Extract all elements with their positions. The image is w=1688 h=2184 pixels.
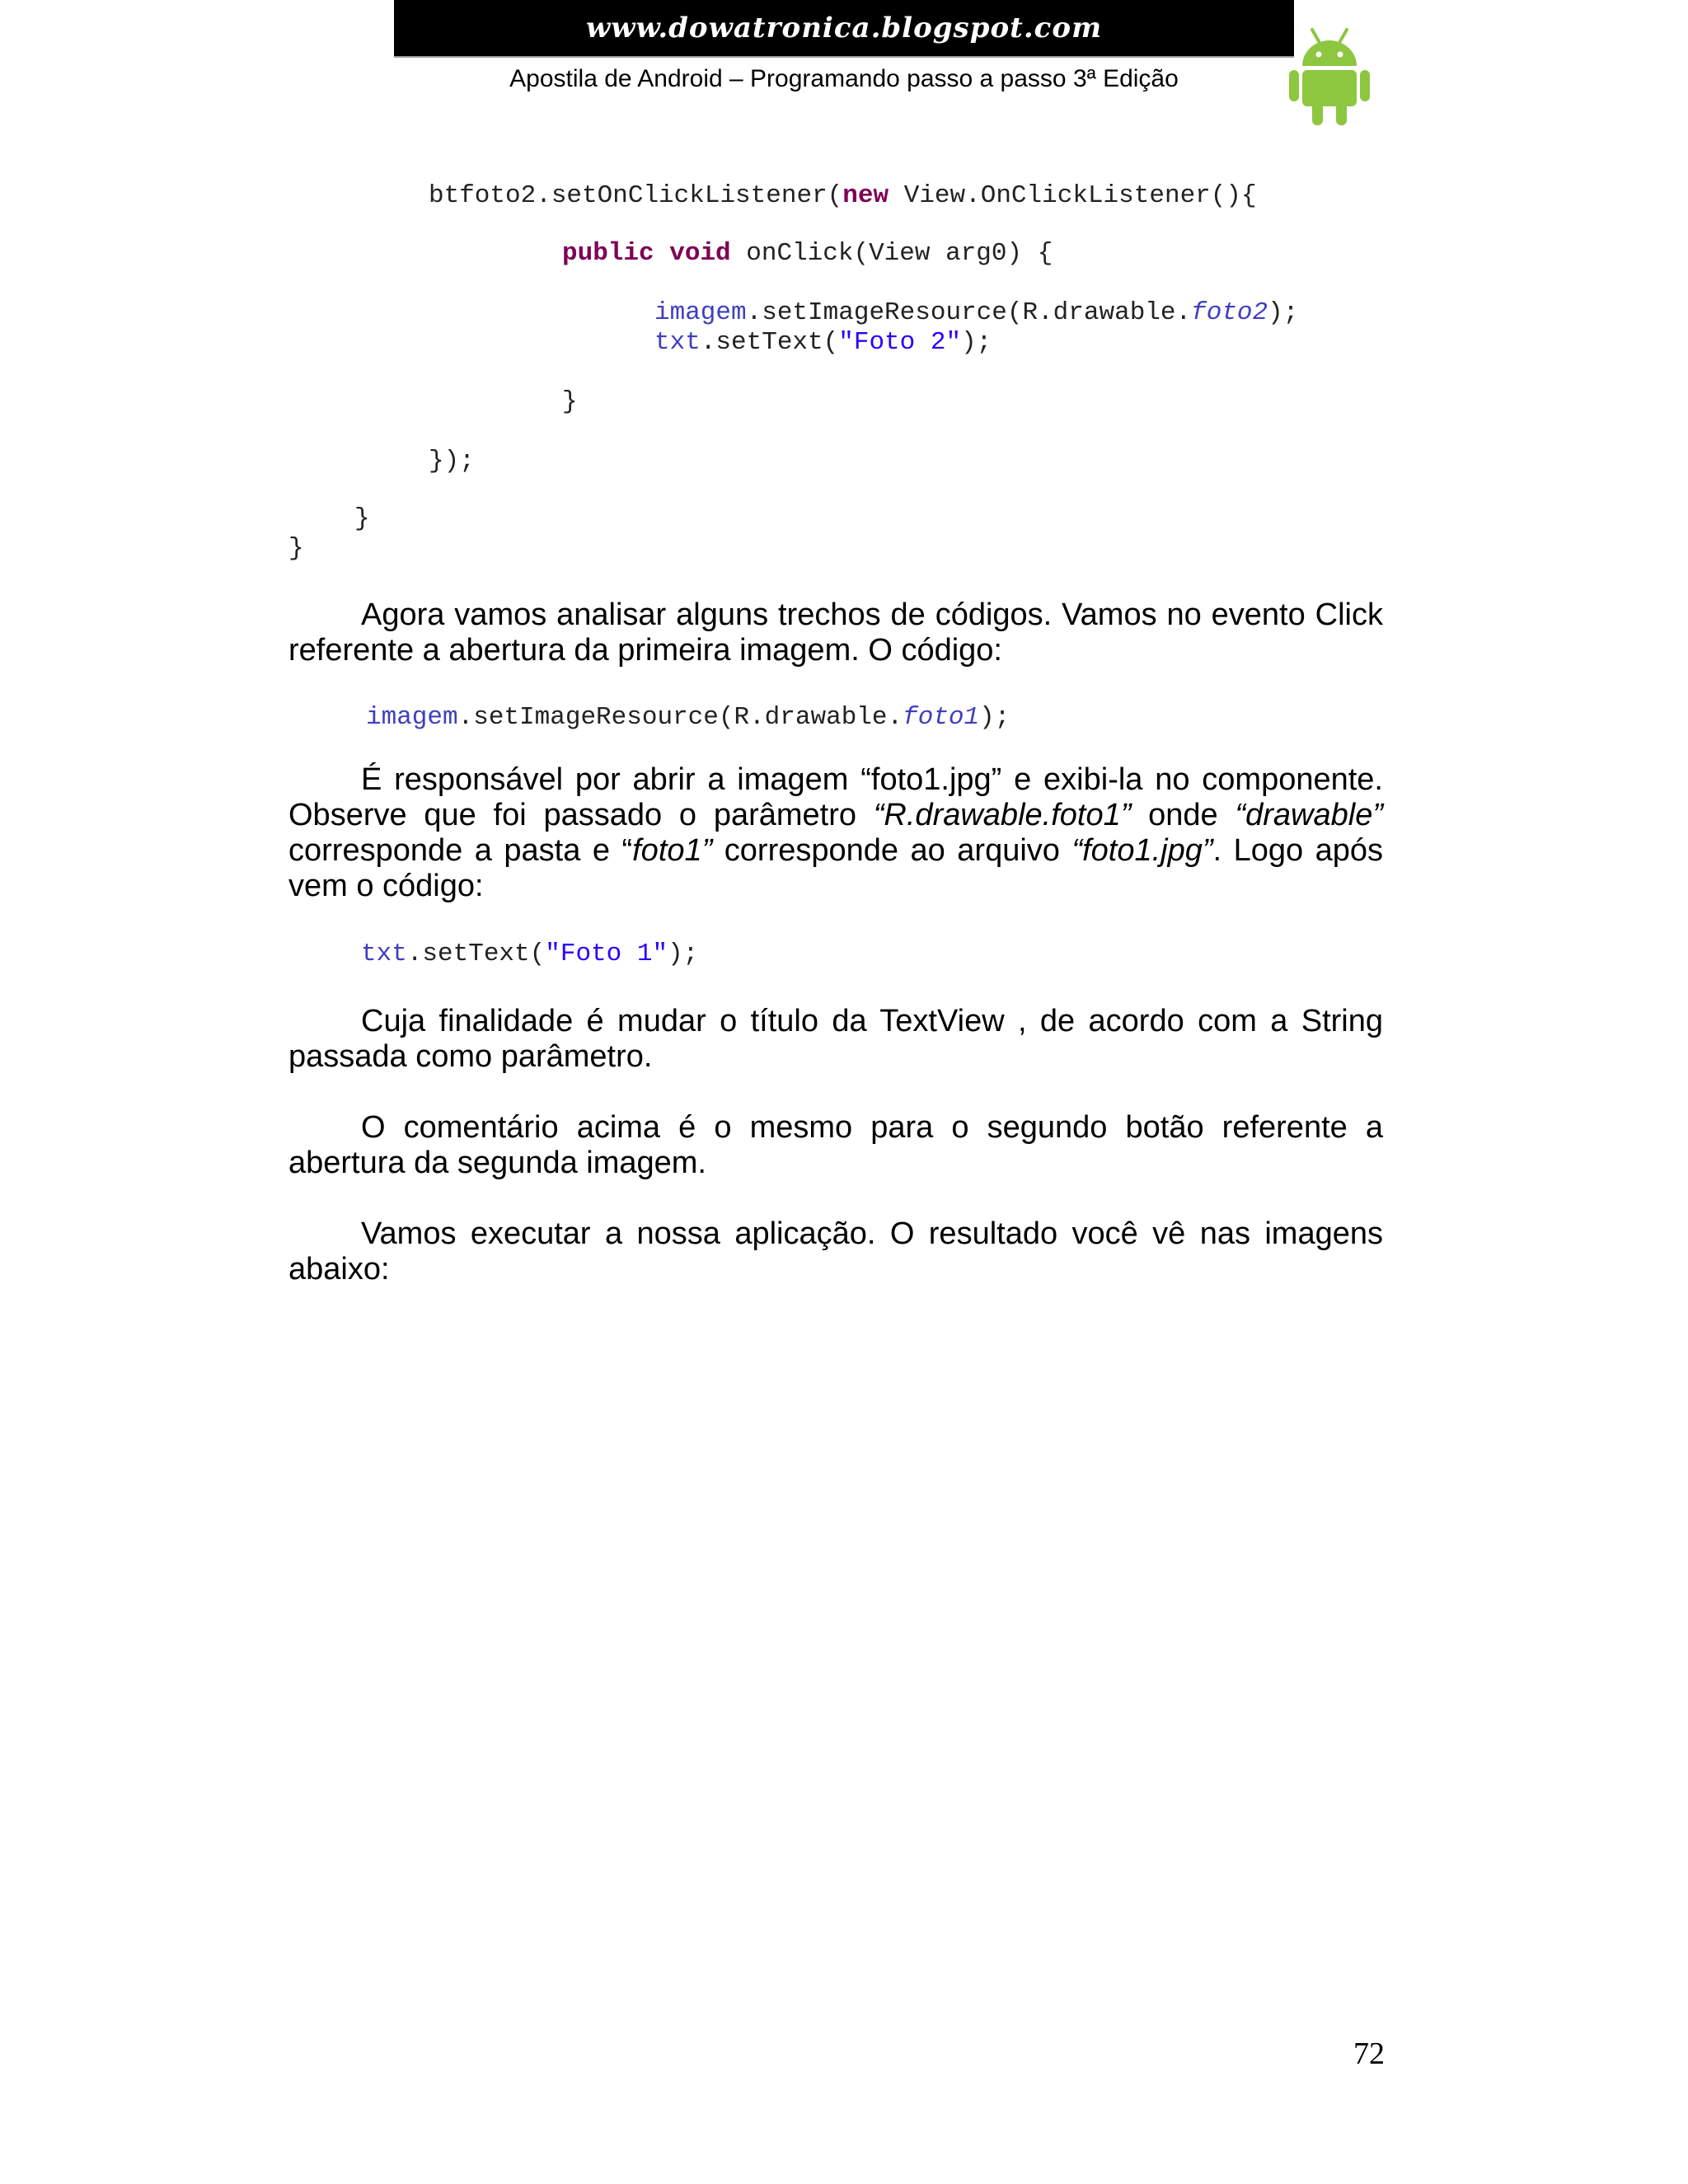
code-line: }	[354, 504, 370, 533]
code-line: });	[429, 447, 475, 476]
page-number: 72	[1353, 2036, 1385, 2071]
code-line: txt.setText("Foto 2");	[654, 328, 992, 357]
code-line: public void onClick(View arg0) {	[562, 239, 1053, 268]
code-line: imagem.setImageResource(R.drawable.foto2);	[654, 298, 1299, 327]
body-paragraph: Cuja finalidade é mudar o título da TextView , de acordo com a String passada como parâmetro.	[288, 1004, 1383, 1074]
android-robot-icon	[1284, 25, 1375, 127]
code-line: imagem.setImageResource(R.drawable.foto1);	[366, 703, 1010, 732]
code-line: }	[562, 387, 578, 416]
code-line: }	[288, 534, 304, 563]
body-paragraph: Agora vamos analisar alguns trechos de códigos. Vamos no evento Click referente a abertura da primeira imagem. O código:	[288, 598, 1383, 668]
body-paragraph: É responsável por abrir a imagem “foto1.jpg” e exibi-la no componente. Observe que foi passado o parâmetro “R.drawable.foto1” onde “drawable” corresponde a pasta e “foto1” corresponde ao arquivo “foto1.jpg”. Logo após vem o código:	[288, 762, 1384, 903]
body-paragraph: Vamos executar a nossa aplicação. O resultado você vê nas imagens abaixo:	[288, 1216, 1383, 1286]
code-line: txt.setText("Foto 1");	[361, 940, 699, 968]
page-header-title: Apostila de Android – Programando passo a passo 3ª Edição	[509, 65, 1179, 92]
site-banner	[394, 0, 1294, 58]
site-url: www.dowatronica.blogspot.com	[585, 12, 1103, 45]
code-line: btfoto2.setOnClickListener(new View.OnClickListener(){	[429, 181, 1257, 210]
body-paragraph: O comentário acima é o mesmo para o segundo botão referente a abertura da segunda imagem.	[288, 1110, 1383, 1180]
